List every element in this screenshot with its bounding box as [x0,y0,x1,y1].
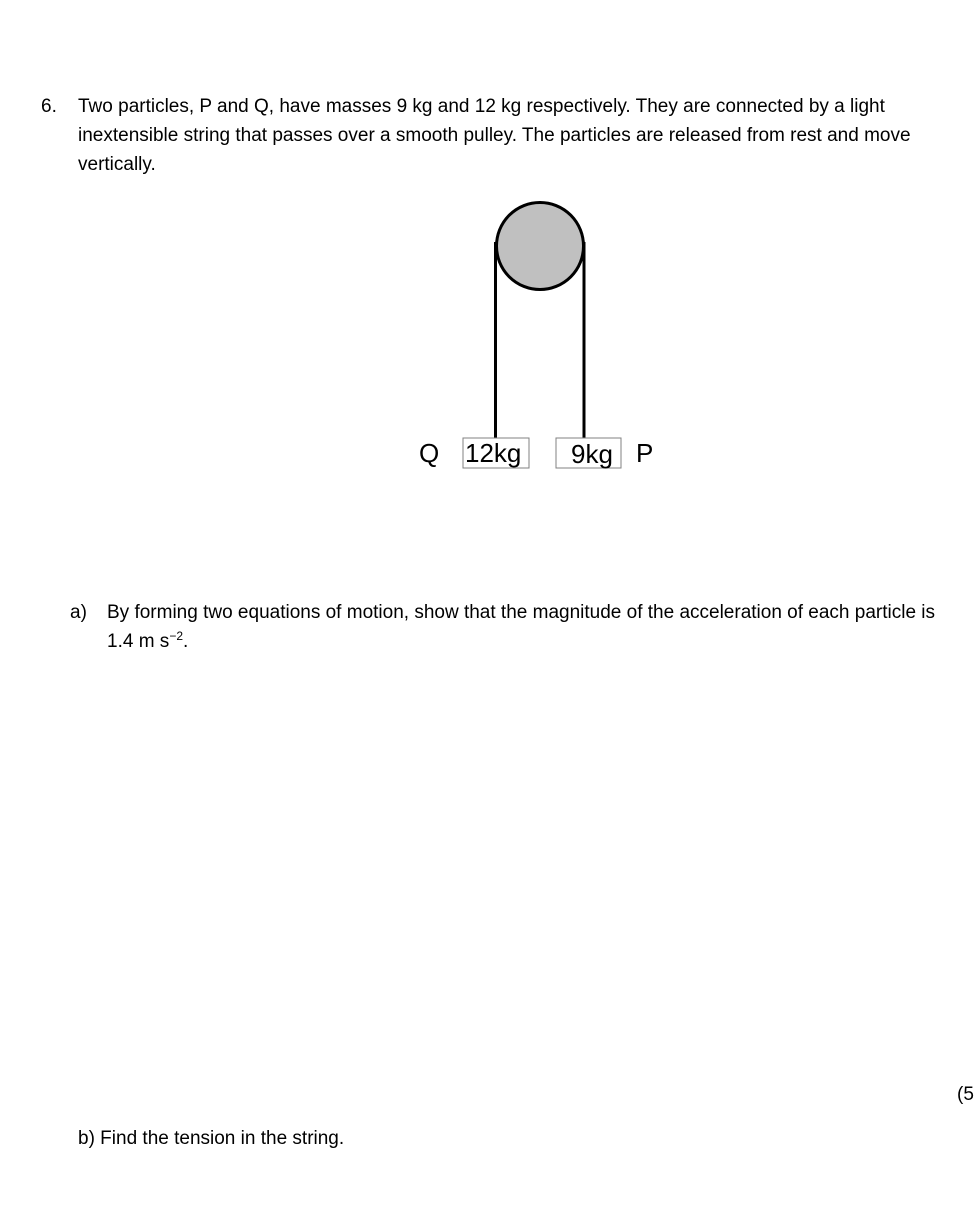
particle-q-label: Q [419,438,440,468]
question-text: Two particles, P and Q, have masses 9 kg and 12 kg respectively. They are connected by a light inextensible string that passes over a smooth pulley. The particles are released from rest and move vertically. [78,96,911,175]
part-b-text: b) Find the tension in the string. [78,1128,345,1149]
part-a-marks: (5 [957,1084,974,1105]
pulley-diagram [410,195,670,480]
part-a-label: a) [70,602,87,623]
part-a-text-main: By forming two equations of motion, show that the magnitude of the acceleration of each particle is 1.4 m s [107,602,936,652]
particle-p-label: P [636,438,654,468]
part-a-text-end: . [183,631,189,652]
pulley [497,203,584,290]
question-number: 6. [41,96,57,117]
particle-q-mass: 12kg [465,438,522,468]
particle-p-mass: 9kg [571,439,613,469]
part-a-exponent: −2 [169,629,183,643]
part-a-text [107,598,937,656]
